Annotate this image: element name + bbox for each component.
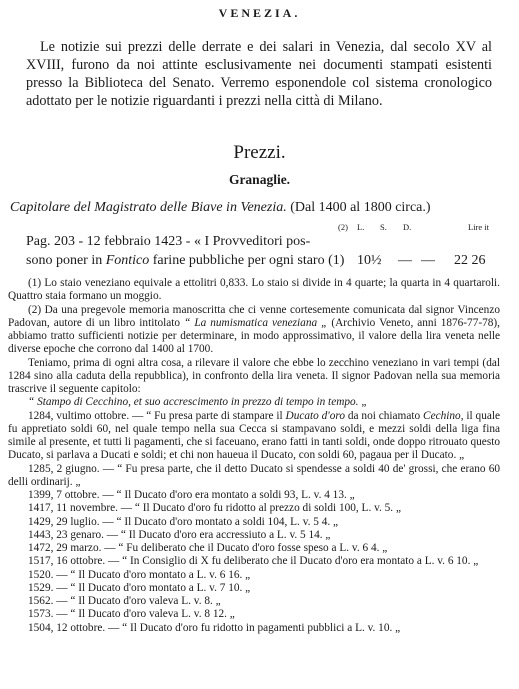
document-title-source: Capitolare del Magistrato delle Biave in Venezia. [10,200,287,215]
footnote-2-a: (2) Da una pregevole memoria manoscritta che ci venne cortesemente comunicata dal signor Vincenzo Padovan, autore di un libro intitolato [8,303,500,329]
chronicle-1562: 1562. — “ Il Ducato d'oro valeva L. v. 8. „ [28,595,221,607]
column-head-denari: D. [403,222,412,232]
value-soldi: — [398,253,412,268]
subsection-title: Granaglie. [228,172,291,187]
column-head-lire: L. [357,222,365,232]
chronicle-1443: 1443, 23 genaro. — “ Il Ducato d'oro era accressiuto a L. v. 5 14. „ [28,528,331,541]
intro-paragraph: Le notizie sui prezzi delle derrate e dei salari in Venezia, dal secolo XV al XVIII, furono da noi attinte esclusivamente nei documenti stampati esistenti presso la Biblioteca del Senato. Verremo esponendole col sistema cronologico adottato per le notizie riguardanti i prezzi nella città di Milano. [26,39,492,109]
price-entry-text-2a: sono poner in [26,253,106,268]
chronicle-1285: 1285, 2 giugno. — “ Fu presa parte, che il detto Ducato si spendesse a soldi 40 de' grossi, che erano 60 delli ordinarij. „ [8,462,500,488]
chronicle-1517: 1517, 16 ottobre. — “ In Consiglio di X fu deliberato che il Ducato d'oro era montato a L. v. 6 10. „ [28,555,479,568]
footnote-paragraph-zecchino: Teniamo, prima di ogni altra cosa, a rilevare il valore che ebbe lo zecchino veneziano in vari tempi (dal 1284 sino alla caduta della repubblica), in confronto della lira veneta. Il signor Padovan nella sua memoria trascrive il seguente capitolo: [8,356,500,395]
footnote-2-book-title: “ La numismatica veneziana „ [184,316,328,329]
quoted-chapter-title-text: “ Stampo di Cecchino, et suo accrescimento in prezzo di tempo in tempo. „ [28,396,368,409]
chronicle-1284-a: 1284, vultimo ottobre. — “ Fu presa parte di stampare il [28,409,286,422]
footnote-2 [8,304,500,357]
price-entry-line-2 [26,251,492,270]
chronicle-1284-b: da noi chiamato [345,409,424,422]
chronicle-1573: 1573. — “ Il Ducato d'oro valeva L. v. 8 12. „ [28,608,235,621]
column-head-soldi: S. [380,222,387,232]
section-title: Prezzi. [233,142,286,163]
chronicle-1284-ducato: Ducato d'oro [285,409,346,422]
chronicle-1417: 1417, 11 novembre. — “ Il Ducato d'oro fu ridotto al prezzo di soldi 100, L. v. 5. „ [28,502,401,515]
chronicle-1284-cechino: Cechino [423,409,461,422]
footnote-2-b: (Archivio Veneto, anni 1876-77-78), abbiamo tratto sufficienti notizie per determinare, in modo approssimativo, il valore della lira veneta nelle diverse epoche che corrono dal 1400 al 1700. [8,316,500,356]
value-denari: — [421,253,435,268]
chronicle-1520: 1520. — “ Il Ducato d'oro montato a L. v. 6 16. „ [28,568,251,581]
price-entry [26,232,492,270]
value-lire-italiane: 22 26 [454,253,486,268]
running-head: VENEZIA. [218,6,301,20]
quoted-chapter-title [8,396,500,409]
chronicle-1529: 1529. — “ Il Ducato d'oro montato a L. v. 7 10. „ [28,581,251,594]
value-lire: 10½ [357,253,382,268]
price-entry-text-1: Pag. 203 - 12 febbraio 1423 - « I Provveditori pos- [26,234,311,249]
price-entry-text-2b: farine pubbliche per ogni staro (1) [149,253,345,268]
price-entry-line-1 [26,232,492,251]
chronicle-1284-c: , il quale fu appretiato soldi 60, nel quale tempo nella sua Cecca si stampavano soldi, e mezzi soldi della liga fina simile al presente, et tutti li pagamenti, che si faceuano, erano fatti in tanti soldi, onde doppo ritrouato questo Ducato, si parlava a Ducati e soldi; et chi non haueua il Ducato, con soldi 60, pagaua per il Ducato. „ [8,409,501,462]
column-head-lire-italiane: Lire it [468,222,490,232]
price-entry-fontico: Fontico [105,253,150,268]
chronicle-1472: 1472, 29 marzo. — “ Fu deliberato che il Ducato d'oro fosse speso a L. v. 6 4. „ [28,542,388,554]
chronicle-1284 [8,410,500,463]
footnotes [8,277,500,635]
document-title [10,200,510,216]
column-note-ref: (2) [338,222,348,232]
chronicle-1504: 1504, 12 ottobre. — “ Il Ducato d'oro fu ridotto in pagamenti pubblici a L. v. 10. „ [28,621,401,634]
document-title-range: (Dal 1400 al 1800 circa.) [290,200,431,215]
chronicle-1429: 1429, 29 luglio. — “ Il Ducato d'oro montato a soldi 104, L. v. 5 4. „ [28,515,339,528]
chronicle-1399: 1399, 7 ottobre. — “ Il Ducato d'oro era montato a soldi 93, L. v. 4 13. „ [28,489,355,501]
footnote-1: (1) Lo staio veneziano equivale a ettolitri 0,833. Lo staio si divide in 4 quarte; la quarta in 4 quartaroli. Quattro staia formano un moggio. [8,277,500,303]
